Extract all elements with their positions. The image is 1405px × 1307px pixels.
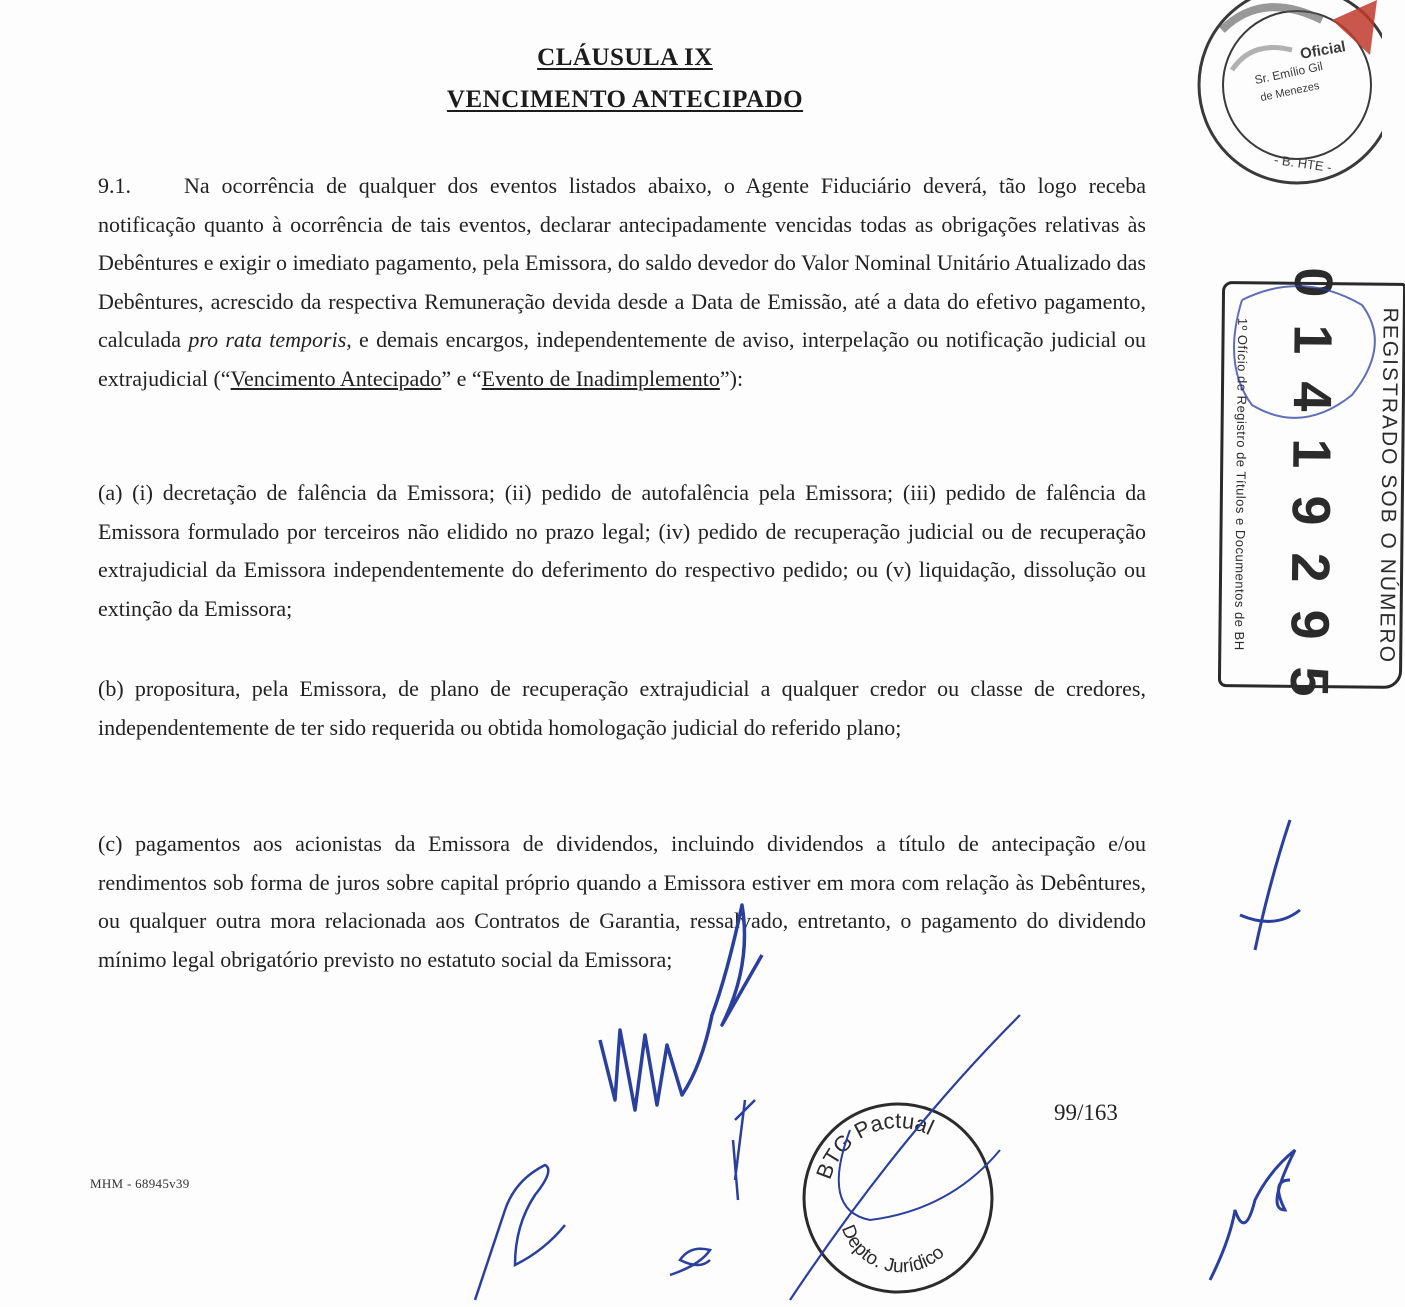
initial-right-bottom <box>1210 1150 1295 1280</box>
page-number: 99/163 <box>1054 1100 1118 1125</box>
initial-bottom-left <box>475 1165 565 1300</box>
btg-seal <box>800 1100 996 1296</box>
btg-seal-graphic <box>800 1100 996 1296</box>
clause-title: VENCIMENTO ANTECIPADO <box>446 86 804 113</box>
registry-stamp-office: 1º Ofício de Registro de Títulos e Documentos de BH <box>1231 317 1251 651</box>
notary-stamp-graphic <box>1192 0 1382 200</box>
item-c: (c) pagamentos aos acionistas da Emissora de dividendos, incluindo dividendos a título de antecipação e/ou rendimentos sob forma de juros sobre capital próprio quando a Emissora estiver em mora com relação às Debêntures, ou qualquer outra mora relacionada aos Contratos de Garantia, ressalvado, entretanto, o pagamento do dividendo mínimo legal obrigatório previsto no estatuto social da Emissora; <box>98 831 1146 972</box>
initial-right-cross <box>1240 820 1300 950</box>
initial-mid <box>733 1100 755 1200</box>
defined-term-evento: Evento de Inadimplemento <box>481 365 720 391</box>
paragraph-text-2: , e demais encargos, independentemente de aviso, interpelação ou notificação judicial ou extrajudicial (“ <box>98 327 1146 391</box>
notary-stamp-line-3: de Menezes <box>1259 79 1321 105</box>
paragraph-9-1 <box>98 167 1146 398</box>
btg-seal-bottom-text: Depto. Jurídico <box>836 1221 949 1278</box>
registry-stamp-number: 0 1 4 1 9 2 9 5 <box>1278 267 1344 703</box>
registry-stamp <box>1218 267 1405 703</box>
document-reference: MHM - 68945v39 <box>90 1176 190 1191</box>
notary-stamp-line-1: Oficial <box>1298 38 1347 63</box>
notary-stamp-line-2: Sr. Emílio Gil <box>1253 58 1325 88</box>
clause-heading: CLÁUSULA IX <box>537 44 713 71</box>
item-b: (b) propositura, pela Emissora, de plano de recuperação extrajudicial a qualquer credor ou classe de credores, independentemente de ter sido requerida ou obtida homologação judicial do referido plano; <box>98 676 1146 740</box>
paragraph-text-3: ” e “ <box>441 365 482 391</box>
notary-stamp-bottom: - B. HTE - <box>1273 152 1333 175</box>
paragraph-text-4: ”): <box>719 365 744 391</box>
registry-stamp-label: REGISTRADO SOB O NÚMERO <box>1375 307 1402 665</box>
initial-bottom-mid <box>670 1249 710 1275</box>
italic-term: pro rata temporis <box>188 327 347 352</box>
item-a: (a) (i) decretação de falência da Emissora; (ii) pedido de autofalência pela Emissora; (iii) pedido de falência da Emissora formulado por terceiros não elidido no prazo legal; (iv) pedido de recuperação judicial ou de recuperação extrajudicial da Emissora independentemente do deferimento do respectivo pedido; ou (v) liquidação, dissolução ou extinção da Emissora; <box>98 480 1146 621</box>
paragraph-text-1: Na ocorrência de qualquer dos eventos listados abaixo, o Agente Fiduciário deverá, tão logo receba notificação quanto à ocorrência de tais eventos, declarar antecipadamente vencidas todas as obrigações relativas às Debêntures e exigir o imediato pagamento, pela Emissora, do saldo devedor do Valor Nominal Unitário Atualizado das Debêntures, acrescido da respectiva Remuneração devida desde a Data de Emissão, até a data do efetivo pagamento, calculada <box>98 173 1146 352</box>
notary-round-stamp <box>1192 0 1382 200</box>
defined-term-vencimento: Vencimento Antecipado <box>230 365 442 391</box>
paragraph-number: 9.1. <box>98 173 131 198</box>
btg-seal-top-text: BTG Pactual <box>811 1107 938 1183</box>
